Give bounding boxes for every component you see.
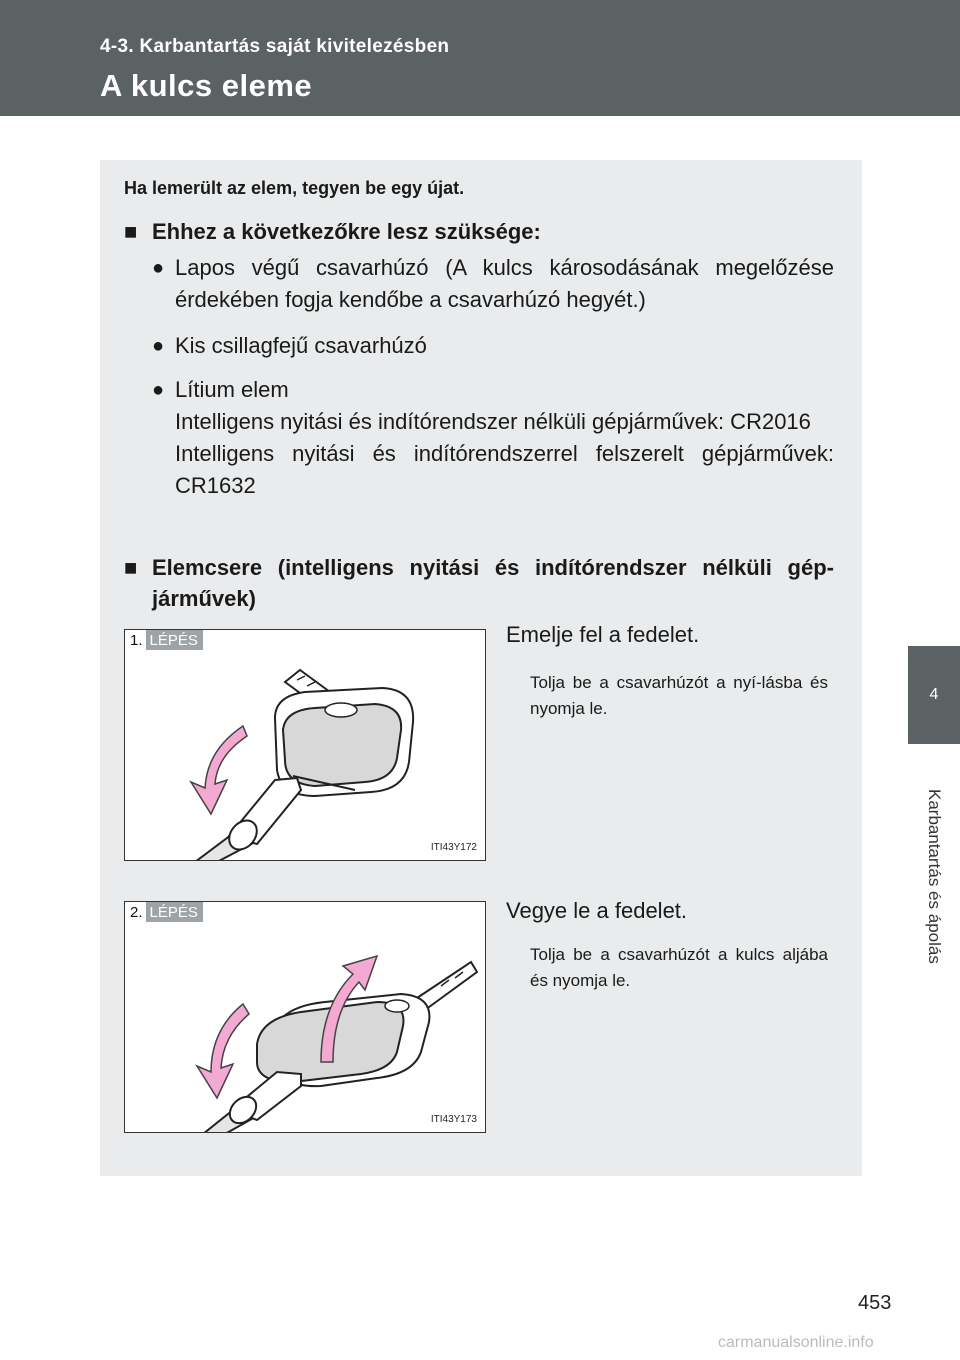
step-badge xyxy=(125,630,203,650)
step-1-figure xyxy=(124,629,486,861)
bullet-dot-icon: ● xyxy=(152,379,165,401)
step-label: LÉPÉS xyxy=(146,630,203,650)
section-title: 4-3. Karbantartás saját kivitelezésben xyxy=(100,36,450,57)
chapter-tab[interactable] xyxy=(908,646,960,744)
battery-type-smart: Intelligens nyitási és indítórendszerrel felszerelt gépjárművek: CR1632 xyxy=(175,441,834,498)
chapter-label: Karbantartás és ápolás xyxy=(925,788,944,964)
step-1-description: Tolja be a csavarhúzót a nyí-lásba és nyomja le. xyxy=(530,673,828,718)
list-item-text: Lítium elem xyxy=(175,377,289,402)
content-panel xyxy=(100,160,862,1176)
page-number: 453 xyxy=(858,1292,892,1314)
step-label: LÉPÉS xyxy=(146,902,203,922)
list-item xyxy=(152,374,834,502)
chapter-label-container xyxy=(908,756,960,996)
step-badge xyxy=(125,902,203,922)
square-bullet-icon: ■ xyxy=(124,219,138,244)
list-item-text: Kis csillagfejű csavarhúzó xyxy=(175,333,427,358)
figure-code: ITI43Y173 xyxy=(430,1114,477,1125)
page-title: A kulcs eleme xyxy=(100,68,313,103)
list-item-text: Lapos végű csavarhúzó (A kulcs károsodásának megelőzése érdekében fogja kendőbe a csavarhúzó hegyét.) xyxy=(175,255,834,312)
page-header xyxy=(0,0,960,116)
step-1-title: Emelje fel a fedelet. xyxy=(506,622,700,647)
needs-heading xyxy=(124,216,834,247)
step-number: 1. xyxy=(125,630,146,650)
replace-heading xyxy=(124,552,834,614)
key-cover-removal-illustration xyxy=(125,902,486,1133)
step-2-title: Vegye le a fedelet. xyxy=(506,898,688,923)
bullet-dot-icon: ● xyxy=(152,335,165,357)
battery-type-no-smart: Intelligens nyitási és indítórendszer nélküli gépjárművek: CR2016 xyxy=(175,409,811,434)
list-item xyxy=(152,330,834,362)
key-cover-lift-illustration xyxy=(125,630,486,861)
step-2-figure xyxy=(124,901,486,1133)
watermark: carmanualsonline.info xyxy=(718,1334,874,1351)
needs-heading-text: Ehhez a következőkre lesz szüksége: xyxy=(152,219,541,244)
replace-heading-text: Elemcsere (intelligens nyitási és indítórendszer nélküli gép-járművek) xyxy=(152,555,834,611)
list-item xyxy=(152,252,834,316)
chapter-number: 4 xyxy=(929,686,939,703)
step-number: 2. xyxy=(125,902,146,922)
figure-code: ITI43Y172 xyxy=(430,842,477,853)
intro-text: Ha lemerült az elem, tegyen be egy újat. xyxy=(124,178,465,198)
bullet-dot-icon: ● xyxy=(152,257,165,279)
list-item-text-group xyxy=(175,374,834,502)
square-bullet-icon: ■ xyxy=(124,555,138,580)
step-2-description: Tolja be a csavarhúzót a kulcs aljába és nyomja le. xyxy=(530,945,828,990)
